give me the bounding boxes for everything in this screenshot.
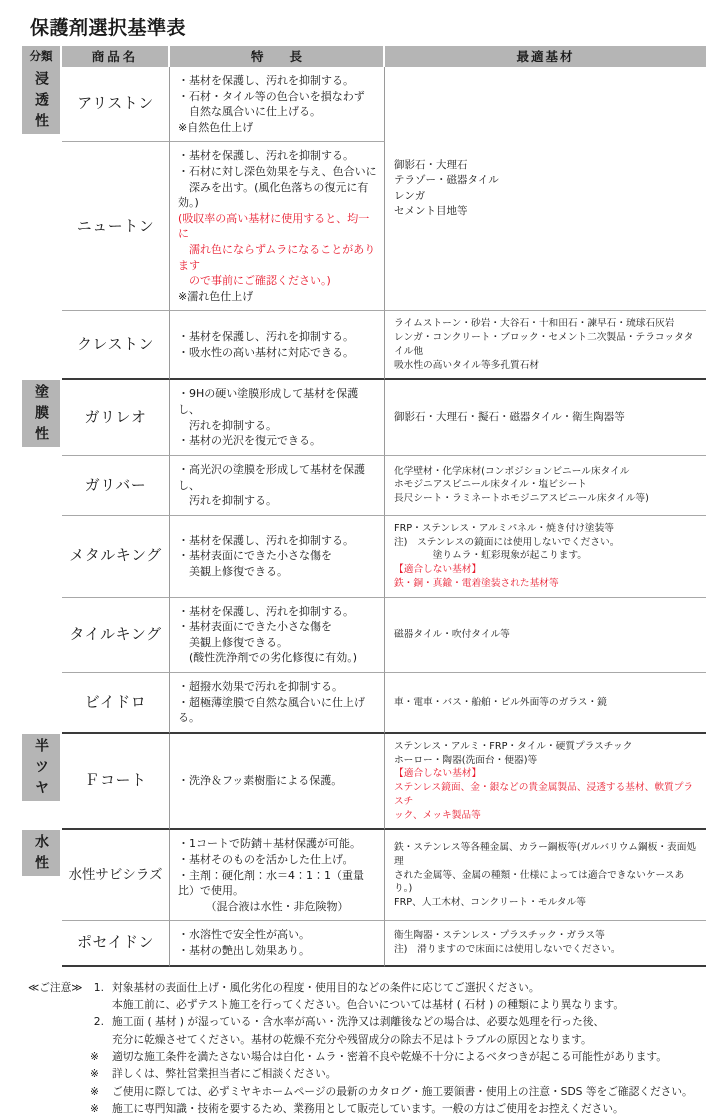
feature-line: ・超極薄塗膜で自然な風合いに仕上げる。	[178, 695, 365, 725]
substrate-line: テラゾー・磁器タイル	[394, 174, 499, 187]
category-label: 水性	[33, 834, 49, 877]
footnote-line: 本施工前に、必ずテスト施工を行ってください。色合いについては基材 ( 石材 ) の種類により異なります。	[112, 998, 625, 1012]
table-row	[22, 67, 706, 142]
feature-line: 深みを出す。(風化色落ちの復元に有効。)	[178, 180, 369, 210]
product-name-cell: 水性サビシラズ	[62, 830, 170, 921]
feature-line: ・基材の光沢を復元できる。	[178, 434, 321, 448]
footnote-marker: ※	[90, 1050, 99, 1064]
feature-cell	[170, 830, 385, 921]
category-block	[22, 734, 60, 801]
feature-line: ・基材表面にできた小さな傷を	[178, 549, 332, 563]
substrate-line: ック、メッキ製品等	[394, 809, 481, 821]
substrate-line: 車・電車・バス・船舶・ビル外面等のガラス・鏡	[394, 696, 607, 708]
feature-line: ・1コートで防錆＋基材保護が可能。	[178, 837, 361, 851]
feature-cell	[170, 598, 385, 673]
feature-cell	[170, 311, 385, 380]
footnote-text	[112, 1013, 706, 1048]
feature-line: ・石材・タイル等の色合いを損なわず	[178, 89, 365, 103]
substrate-line: 磁器タイル・吹付タイル等	[394, 628, 510, 640]
feature-line: ・基材表面にできた小さな傷を	[178, 620, 332, 634]
footnote-line: 適切な施工条件を満たさない場合は白化・ムラ・密着不良や乾燥不十分によるベタつきが起こる可能性があります。	[112, 1050, 667, 1064]
protection-agent-selection-table	[22, 46, 706, 967]
footnote-lead: ≪ご注意≫	[28, 980, 83, 994]
feature-cell	[170, 734, 385, 831]
feature-line: (酸性洗浄剤での劣化修復に有効。)	[178, 651, 358, 665]
feature-line: ・主剤：硬化剤：水＝4：1：1（重量比）で使用。	[178, 868, 364, 898]
footnote-text	[112, 1048, 706, 1065]
feature-cell	[170, 67, 385, 142]
feature-line: ・基材そのものを活かした仕上げ。	[178, 853, 354, 867]
feature-cell	[170, 380, 385, 455]
footnote-item	[28, 1013, 706, 1048]
substrate-line: 吸水性の高いタイル等多孔質石材	[394, 359, 540, 371]
table-row	[22, 921, 706, 966]
footnote-item	[28, 1100, 706, 1117]
feature-line: ・超撥水効果で汚れを抑制する。	[178, 680, 343, 694]
footnote-text	[112, 1083, 706, 1100]
column-header-feature-a: 特	[250, 48, 264, 64]
feature-line: ・高光沢の塗膜を形成して基材を保護し、	[178, 462, 365, 492]
feature-line: ※自然色仕上げ	[178, 120, 254, 134]
substrate-line: 塗りムラ・虹彩現象が起こります。	[394, 550, 587, 562]
substrate-line: 【適合しない基材】	[394, 768, 482, 780]
footnote-text	[112, 1100, 706, 1117]
category-cell-水性	[22, 830, 62, 966]
substrate-line: 御影石・大理石・擬石・磁器タイル・衛生陶器等	[394, 411, 625, 424]
feature-line: 汚れを抑制する。	[178, 494, 277, 508]
feature-line: (吸収率の高い基材に使用すると、均一に	[178, 211, 370, 241]
table-body	[22, 67, 706, 967]
substrate-cell	[385, 830, 706, 921]
feature-line: ・吸水性の高い基材に対応できる。	[178, 345, 354, 359]
feature-line: ・基材を保護し、汚れを抑制する。	[178, 604, 354, 618]
feature-line: （混合液は水性・非危険物）	[178, 899, 349, 913]
category-cell-半ツヤ	[22, 734, 62, 831]
product-name-cell: タイルキング	[62, 598, 170, 673]
category-label: 半ツヤ	[33, 737, 49, 801]
footnote-marker: 1.	[93, 980, 104, 994]
category-label: 塗膜性	[33, 384, 49, 448]
substrate-line: 衛生陶器・ステンレス・プラスチック・ガラス等	[394, 930, 605, 942]
substrate-line: レンガ	[394, 189, 426, 202]
footnote-line: 施工に専門知識・技術を要するため、業務用として販売しています。一般の方はご使用をお控えください。	[112, 1102, 624, 1115]
substrate-cell	[385, 67, 706, 312]
substrate-cell	[385, 598, 706, 673]
column-header-category: 分類	[22, 46, 62, 67]
feature-line: ので事前にご確認ください。)	[178, 274, 331, 288]
substrate-line: ライムストーン・砂岩・大谷石・十和田石・諫早石・琉球石灰岩	[394, 318, 675, 330]
substrate-line: FRP・ステンレス・アルミパネル・焼き付け塗装等	[394, 522, 614, 534]
product-name-cell: ニュートン	[62, 142, 170, 311]
column-header-feature-b: 長	[289, 48, 303, 64]
footnote-item	[28, 1083, 706, 1100]
feature-cell	[170, 673, 385, 734]
product-name-cell: ガリバー	[62, 456, 170, 516]
table-header	[22, 46, 706, 67]
footnote-line: 対象基材の表面仕上げ・風化劣化の程度・使用目的などの条件に応じてご選択ください。	[112, 980, 540, 994]
footnote-item	[28, 1065, 706, 1082]
substrate-line: FRP、人工木材、コンクリート・モルタル等	[394, 897, 586, 909]
feature-line: ・基材を保護し、汚れを抑制する。	[178, 73, 354, 87]
product-name-cell: ビイドロ	[62, 673, 170, 734]
footnote-marker: ※	[90, 1084, 99, 1098]
table-header-row	[22, 46, 706, 67]
footnote-line: 施工面 ( 基材 ) が湿っている・含水率が高い・洗浄又は剥離後などの場合は、必要な処理を行った後、	[112, 1015, 605, 1029]
footnotes	[28, 979, 706, 1117]
substrate-line: 鉄・ステンレス等各種金属、カラー鋼板等(ガルバリウム鋼板・表面処理	[394, 842, 697, 867]
feature-line: ・基材を保護し、汚れを抑制する。	[178, 533, 354, 547]
feature-cell	[170, 142, 385, 311]
feature-line: ・石材に対し深色効果を与え、色合いに	[178, 164, 377, 178]
feature-line: ・9Hの硬い塗膜形成して基材を保護し、	[178, 387, 359, 417]
substrate-line: 化学壁材・化学床材(コンポジションビニール床タイル	[394, 465, 630, 477]
feature-cell	[170, 456, 385, 516]
substrate-line: セメント目地等	[394, 204, 468, 217]
feature-cell	[170, 516, 385, 598]
feature-line: 汚れを抑制する。	[178, 418, 277, 432]
substrate-line: ステンレス鏡面、金・銀などの貴金属製品、浸透する基材、軟質プラスチ	[394, 782, 694, 807]
table-row	[22, 830, 706, 921]
feature-line: ※濡れ色仕上げ	[178, 289, 254, 303]
product-name-cell: ガリレオ	[62, 380, 170, 455]
feature-line: 自然な風合いに仕上げる。	[178, 105, 321, 119]
footnote-line: ご使用に際しては、必ずミヤキホームページの最新のカタログ・施工要領書・使用上の注意・SDS 等をご確認ください。	[112, 1084, 693, 1098]
page-title: 保護剤選択基準表	[30, 17, 187, 39]
product-name-cell: Ｆコート	[62, 734, 170, 831]
feature-cell	[170, 921, 385, 966]
feature-line: ・水溶性で安全性が高い。	[178, 928, 310, 942]
substrate-line: 【適合しない基材】	[394, 564, 482, 576]
substrate-line: 御影石・大理石	[394, 159, 468, 171]
product-name-cell: メタルキング	[62, 516, 170, 598]
substrate-line: 注) 滑りますので床面には使用しないでください。	[394, 944, 621, 956]
footnote-item	[28, 979, 706, 1014]
product-name-cell: ポセイドン	[62, 921, 170, 966]
substrate-line: レンガ・コンクリート・ブロック・セメント二次製品・テラコッタタイル他	[394, 332, 694, 357]
substrate-cell	[385, 380, 706, 455]
footnote-text	[112, 979, 706, 1014]
feature-line: 美観上修復できる。	[178, 635, 288, 649]
table-row	[22, 516, 706, 598]
category-block	[22, 67, 60, 134]
substrate-line: ホーロー・陶器(洗面台・便器)等	[394, 754, 538, 766]
substrate-line: 長尺シート・ラミネートホモジニアスビニール床タイル等)	[394, 493, 649, 505]
substrate-cell	[385, 311, 706, 380]
category-cell-浸透性	[22, 67, 62, 381]
column-header-substrate: 最適基材	[385, 46, 706, 67]
feature-line: 美観上修復できる。	[178, 564, 288, 578]
substrate-cell	[385, 516, 706, 598]
feature-line: ・洗浄＆フッ素樹脂による保護。	[178, 774, 343, 788]
feature-line: ・基材を保護し、汚れを抑制する。	[178, 330, 354, 344]
table-row	[22, 380, 706, 455]
table-row	[22, 598, 706, 673]
substrate-cell	[385, 921, 706, 966]
category-block	[22, 380, 60, 447]
substrate-line: ステンレス・アルミ・FRP・タイル・硬質プラスチック	[394, 740, 633, 752]
footnote-marker: 2.	[93, 1015, 104, 1029]
footnote-item	[28, 1048, 706, 1065]
feature-line: ・基材を保護し、汚れを抑制する。	[178, 149, 354, 163]
substrate-line: ホモジニアスビニール床タイル・塩ビシート	[394, 479, 587, 491]
substrate-cell	[385, 456, 706, 516]
footnote-line: 詳しくは、弊社営業担当者にご相談ください。	[112, 1067, 337, 1081]
table-row	[22, 673, 706, 734]
category-block	[22, 830, 60, 876]
category-label: 浸透性	[33, 70, 49, 134]
column-header-feature	[170, 46, 385, 67]
table-row	[22, 734, 706, 831]
substrate-line: された金属等、金属の種類・仕様によっては適合できないケースあり。)	[394, 869, 685, 895]
footnote-line: 充分に乾燥させてください。基材の乾燥不充分や残留成分の除去不足はトラブルの原因となります。	[112, 1032, 592, 1046]
table-row	[22, 456, 706, 516]
product-name-cell: クレストン	[62, 311, 170, 380]
feature-line: 濡れ色にならずムラになることがあります	[178, 242, 376, 272]
footnote-text	[112, 1065, 706, 1082]
substrate-cell	[385, 673, 706, 734]
substrate-line: 鉄・銅・真鍮・電着塗装された基材等	[394, 577, 559, 589]
column-header-product: 商品名	[62, 46, 170, 67]
footnote-marker: ※	[90, 1102, 99, 1115]
substrate-line: 注) ステンレスの鏡面には使用しないでください。	[394, 536, 620, 548]
feature-line: ・基材の艶出し効果あり。	[178, 944, 310, 958]
product-name-cell: アリストン	[62, 67, 170, 142]
category-cell-塗膜性	[22, 380, 62, 733]
table-row	[22, 311, 706, 380]
footnote-marker: ※	[90, 1067, 99, 1081]
substrate-cell	[385, 734, 706, 831]
